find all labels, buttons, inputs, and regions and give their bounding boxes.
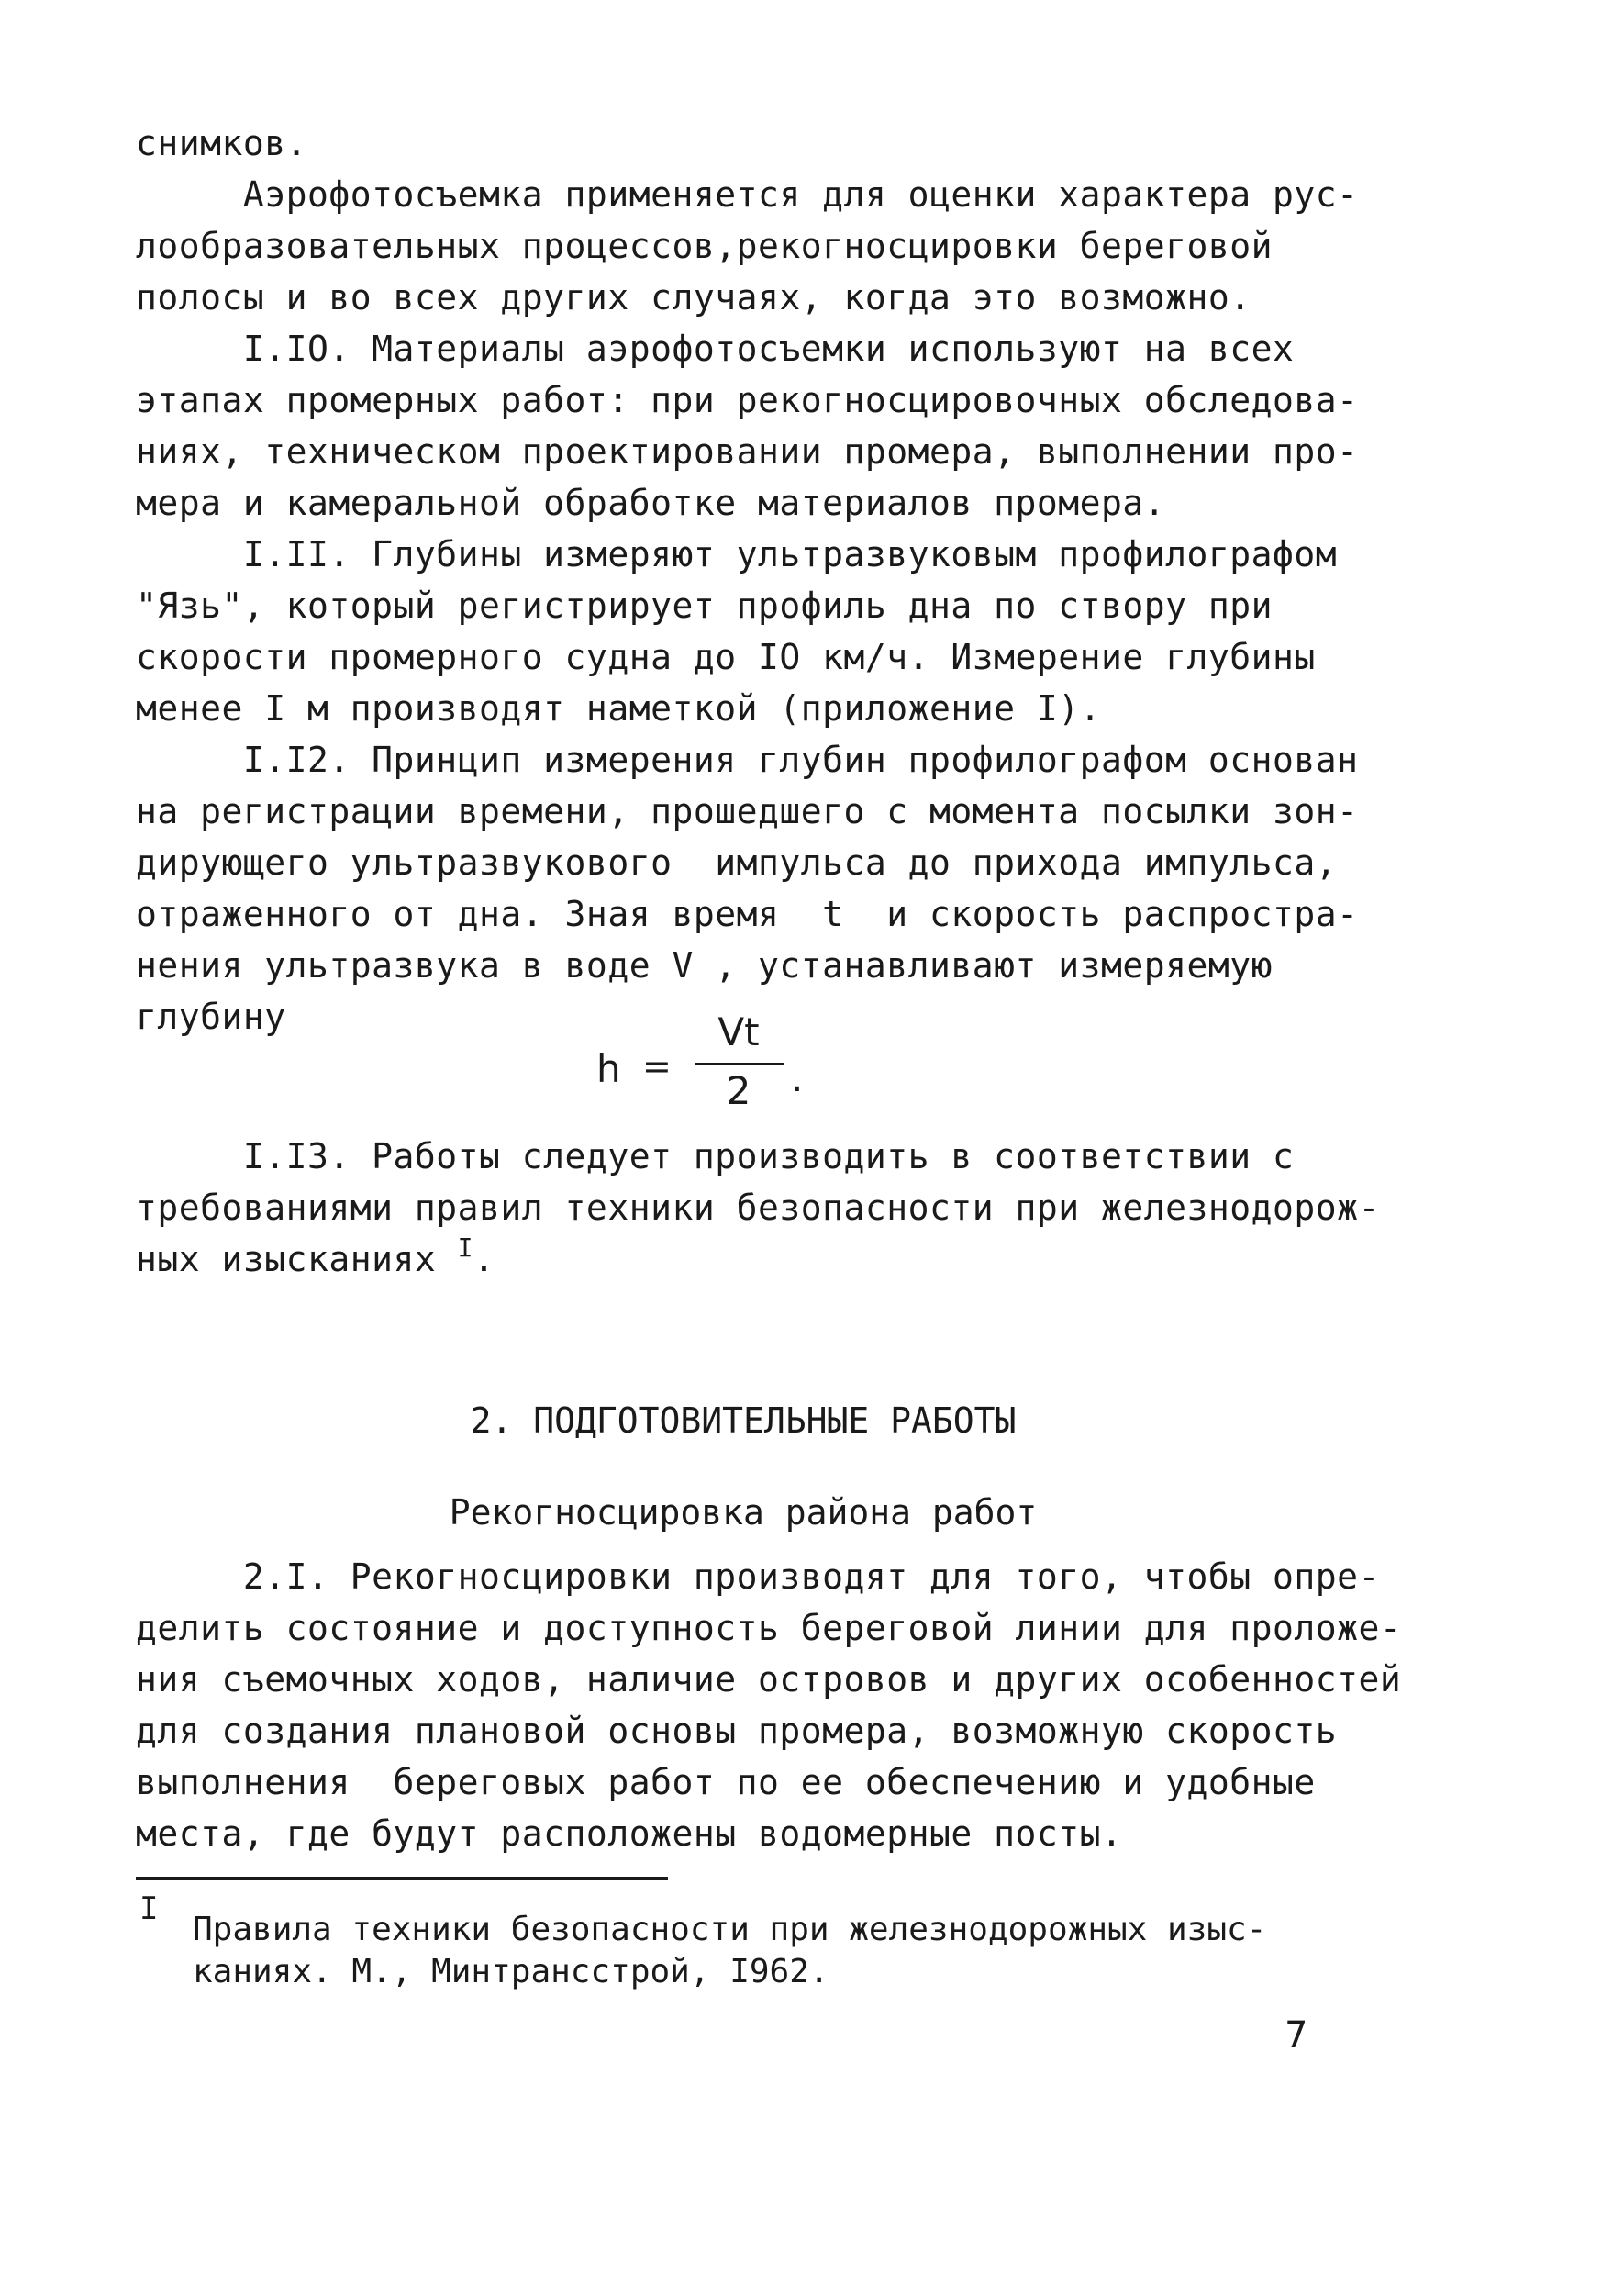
body-line: Аэрофотосъемка применяется для оценки характера рус-: [136, 174, 1359, 215]
section-heading: 2. ПОДГОТОВИТЕЛЬНЫЕ РАБОТЫ: [470, 1400, 1017, 1441]
footnote-reference: I: [457, 1232, 474, 1263]
fraction-bar: [695, 1063, 784, 1065]
formula-end: .: [791, 1055, 804, 1100]
body-line: ния съемочных ходов, наличие островов и других особенностей: [136, 1659, 1402, 1700]
footnote-mark: I: [139, 1890, 159, 1927]
body-line: требованиями правил техники безопасности при железнодорож-: [136, 1188, 1380, 1228]
body-line: 2.I. Рекогносцировки производят для того, чтобы опре-: [136, 1556, 1380, 1597]
body-text-end: .: [473, 1239, 495, 1279]
depth-formula: [587, 1009, 826, 1129]
body-line: ниях, техническом проектировании промера, выполнении про-: [136, 431, 1359, 472]
page-number: 7: [1285, 2014, 1308, 2057]
body-line: снимков.: [136, 123, 308, 163]
body-line: I.I3. Работы следует производить в соответствии с: [136, 1136, 1295, 1176]
body-line: менее I м производят наметкой (приложение I).: [136, 688, 1102, 729]
subsection-heading: Рекогносцировка района работ: [449, 1492, 1038, 1533]
body-line: отраженного от дна. Зная время t и скорость распростра-: [136, 894, 1359, 934]
body-line: I.II. Глубины измеряют ультразвуковым профилографом: [136, 534, 1338, 574]
body-line: на регистрации времени, прошедшего с момента посылки зон-: [136, 791, 1359, 831]
body-line: I.IO. Материалы аэрофотосъемки используют на всех: [136, 329, 1295, 369]
body-line: скорости промерного судна до IO км/ч. Измерение глубины: [136, 637, 1316, 677]
body-line: места, где будут расположены водомерные посты.: [136, 1813, 1123, 1854]
body-line: глубину: [136, 997, 286, 1037]
body-line: выполнения береговых работ по ее обеспечению и удобные: [136, 1762, 1316, 1802]
body-line: мера и камеральной обработке материалов промера.: [136, 483, 1166, 523]
body-text: ных изысканиях: [136, 1239, 458, 1279]
body-line: этапах промерных работ: при рекогносцировочных обследова-: [136, 380, 1359, 420]
formula-numerator: Vt: [717, 1009, 760, 1054]
footnote-line: Правила техники безопасности при железнодорожных изыс-: [193, 1911, 1267, 1948]
body-line: [136, 1233, 495, 1288]
body-line: "Язь", который регистрирует профиль дна по створу при: [136, 585, 1274, 626]
body-line: нения ультразвука в воде V , устанавливают измеряемую: [136, 945, 1274, 986]
body-line: полосы и во всех других случаях, когда это возможно.: [136, 277, 1251, 318]
body-line: дирующего ультразвукового импульса до прихода импульса,: [136, 842, 1338, 883]
body-line: I.I2. Принцип измерения глубин профилографом основан: [136, 740, 1359, 780]
body-line: для создания плановой основы промера, возможную скорость: [136, 1711, 1338, 1751]
body-line: делить состояние и доступность береговой линии для проложе-: [136, 1608, 1402, 1648]
footnote-divider: [136, 1877, 668, 1880]
formula-equals: =: [642, 1046, 672, 1087]
formula-denominator: 2: [726, 1068, 751, 1113]
body-line: лообразовательных процессов,рекогносцировки береговой: [136, 226, 1274, 266]
formula-lhs: h: [596, 1046, 621, 1091]
footnote-line: каниях. М., Минтрансстрой, I962.: [193, 1953, 829, 1990]
